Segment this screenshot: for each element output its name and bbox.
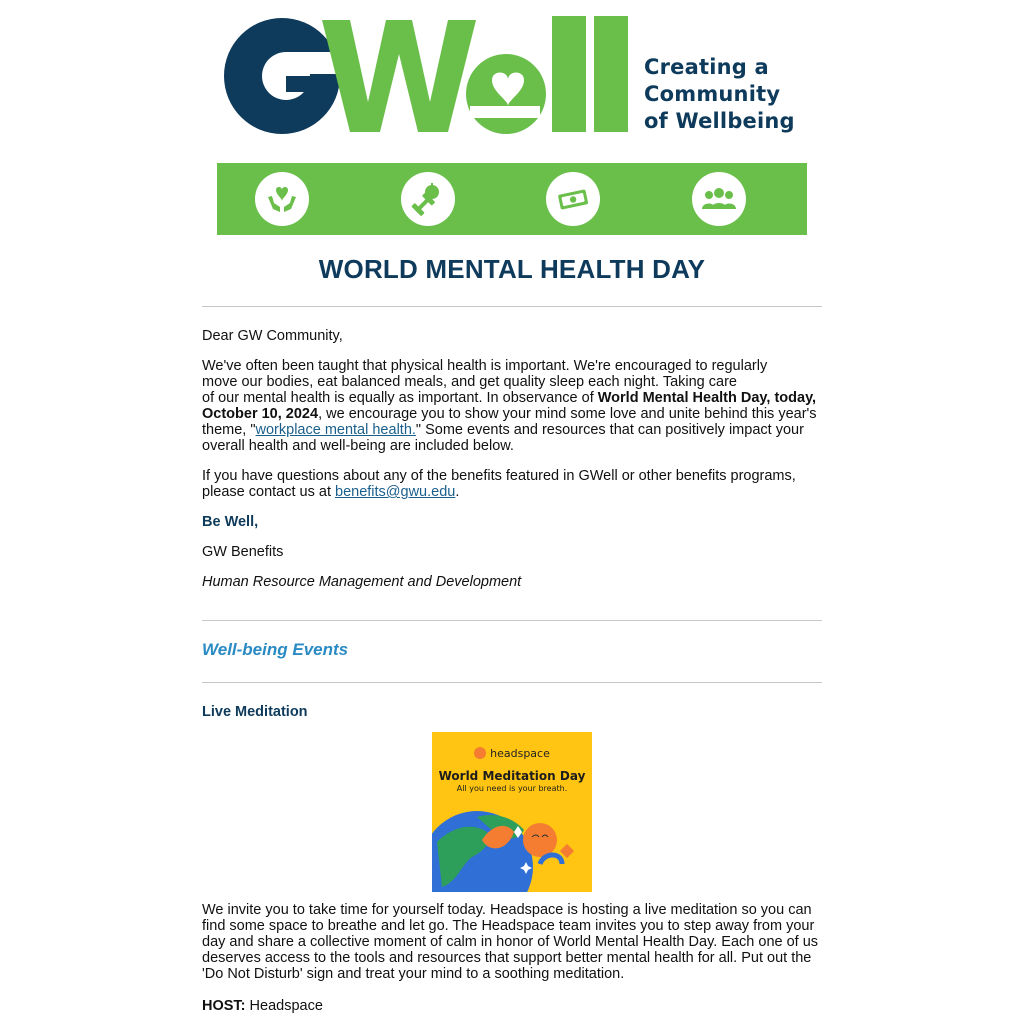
tagline-line-1: Creating a	[644, 55, 769, 79]
divider	[202, 306, 822, 307]
contact-suffix: .	[455, 484, 460, 500]
intro-line-3	[202, 390, 822, 406]
tagline-line-3: of Wellbeing	[644, 109, 795, 133]
headspace-brand-text: headspace	[490, 747, 550, 760]
headspace-logo-icon	[474, 747, 486, 759]
intro-line-3-text: of our mental health is equally as important. In observance of	[202, 390, 598, 406]
gwell-wordmark	[222, 14, 642, 140]
event-description	[202, 902, 822, 982]
page-title: WORLD MENTAL HEALTH DAY	[318, 254, 706, 284]
intro-line-2: move our bodies, eat balanced meals, and get quality sleep each night. Taking care	[202, 374, 737, 390]
description-line-2: find some space to breathe and let go. The Headspace team invites you to step away from your	[202, 918, 815, 934]
headspace-brand	[432, 747, 592, 760]
money-icon	[546, 172, 600, 226]
apple-dumbbell-icon	[401, 172, 455, 226]
sender-name: GW Benefits	[202, 544, 284, 560]
host-label: HOST:	[202, 998, 246, 1014]
section-title: Well-being Events	[202, 640, 349, 659]
contact-line-2	[202, 484, 822, 500]
promo-title: World Meditation Day	[438, 769, 586, 783]
intro-paragraph	[202, 358, 822, 454]
theme-suffix: " Some events and resources that can positively impact your	[415, 422, 804, 438]
host-value: Headspace	[245, 998, 323, 1014]
tagline-line-2: Community	[644, 82, 781, 106]
intro-bold-observance: World Mental Health Day, today,	[597, 390, 817, 406]
intro-line-1: We've often been taught that physical health is important. We're encouraged to regularly	[202, 358, 768, 374]
description-line-4: deserves access to the tools and resources that support better mental health for all. Put out the	[202, 950, 812, 966]
icon-banner	[217, 163, 807, 235]
theme-prefix: theme, "	[202, 422, 256, 438]
logo-tagline	[644, 54, 795, 135]
contact-prefix: please contact us at	[202, 484, 335, 500]
description-line-1: We invite you to take time for yourself today. Headspace is hosting a live meditation so you can	[202, 902, 812, 918]
hands-heart-icon	[255, 172, 309, 226]
divider	[202, 682, 822, 683]
description-line-3: day and share a collective moment of calm in honor of World Mental Health Day. Each one of us	[202, 934, 819, 950]
intro-line-6: overall health and well-being are included below.	[202, 438, 514, 454]
promo-subtitle: All you need is your breath.	[456, 784, 568, 793]
workplace-mental-health-link[interactable]: workplace mental health.	[255, 422, 416, 438]
intro-line-4	[202, 406, 822, 422]
contact-line-1: If you have questions about any of the benefits featured in GWell or other benefits programs,	[202, 468, 796, 484]
greeting: Dear GW Community,	[202, 328, 343, 344]
benefits-email-link[interactable]: benefits@gwu.edu	[335, 484, 456, 500]
intro-bold-date: October 10, 2024	[202, 406, 319, 422]
divider	[202, 620, 822, 621]
people-group-icon	[692, 172, 746, 226]
description-line-5: 'Do Not Disturb' sign and treat your mind to a soothing meditation.	[202, 966, 625, 982]
sender-department: Human Resource Management and Development	[202, 574, 522, 590]
intro-line-5	[202, 422, 822, 438]
headspace-promo-image	[432, 732, 592, 892]
contact-paragraph	[202, 468, 822, 500]
intro-line-4-text: , we encourage you to show your mind some love and unite behind this year's	[318, 406, 817, 422]
event-host	[202, 998, 822, 1014]
event-title: Live Meditation	[202, 704, 308, 720]
signoff: Be Well,	[202, 514, 259, 530]
